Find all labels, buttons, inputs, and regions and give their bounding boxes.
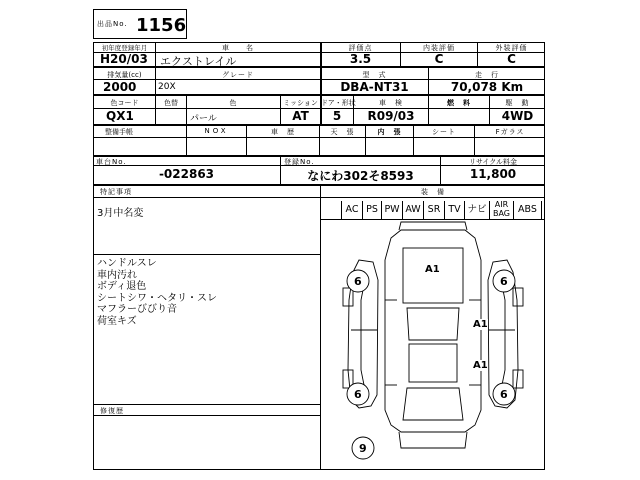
remark-line: 荷室キズ xyxy=(97,315,137,327)
remark-line: シートシワ・ヘタリ・スレ xyxy=(97,292,217,304)
color-type-label: 色替 xyxy=(164,99,178,107)
equip-aw: AW xyxy=(403,201,424,219)
equip-pw: PW xyxy=(382,201,403,219)
drive-value: 4WD xyxy=(501,109,534,123)
equip-ac: AC xyxy=(341,201,363,219)
interior-trim-label: 内 張 xyxy=(377,128,402,136)
exterior-grade-label: 外装評価 xyxy=(495,44,528,52)
color-value: パール xyxy=(190,114,217,124)
car-condition-diagram xyxy=(321,220,545,470)
equip-navi: ナビ xyxy=(465,201,490,219)
sunroof-label: 天 張 xyxy=(330,128,355,136)
seat-label: シート xyxy=(432,128,456,136)
mark-right-side-lower: A1 xyxy=(473,360,488,371)
chassis-value: -022863 xyxy=(158,167,215,181)
interior-grade-label: 内装評価 xyxy=(423,44,455,52)
equip-tv: TV xyxy=(445,201,465,219)
mileage-label: 走 行 xyxy=(475,71,499,79)
grade-value: 20X xyxy=(158,82,176,92)
reg-year-label: 初年度登録年月 xyxy=(101,44,148,52)
color-label: 色 xyxy=(229,99,238,107)
plate-value: なにわ302そ8593 xyxy=(307,169,414,183)
equipment-label: 装 備 xyxy=(421,188,445,196)
transmission-value: AT xyxy=(292,109,309,123)
mark-rear: 9 xyxy=(359,442,367,455)
repair-history-label: 修復歴 xyxy=(100,407,124,415)
manual-label: 整備手帳 xyxy=(105,128,133,136)
lot-number-label: 出品No. xyxy=(97,20,128,28)
exterior-grade-value: C xyxy=(507,52,516,66)
equip-abs: ABS xyxy=(514,201,542,219)
score-value: 3.5 xyxy=(349,52,372,66)
remark-line: マフラーびびり音 xyxy=(97,304,177,315)
model-value: DBA-NT31 xyxy=(340,80,409,94)
mark-right-side-upper: A1 xyxy=(473,319,488,330)
mark-roof: A1 xyxy=(425,264,440,275)
remark-line: 車内汚れ xyxy=(97,269,137,281)
plate-label: 登録No. xyxy=(284,158,315,166)
doors-label: ドア・形状 xyxy=(321,99,356,107)
doors-value: 5 xyxy=(332,109,342,123)
equip-ps: PS xyxy=(363,201,382,219)
car-name-value: エクストレイル xyxy=(160,55,237,68)
remark-line: ボディ退色 xyxy=(97,281,147,292)
top-view xyxy=(385,230,481,432)
remarks-notes xyxy=(97,258,317,327)
nox-label: NOX xyxy=(204,127,229,135)
equip-sr: SR xyxy=(424,201,445,219)
recycle-value: 11,800 xyxy=(469,167,517,181)
model-label: 型 式 xyxy=(362,71,387,79)
fuel-label: 燃 料 xyxy=(447,99,471,107)
mark-right-rear: 6 xyxy=(500,388,508,401)
mark-left-front: 6 xyxy=(354,275,362,288)
displacement-label: 排気量(cc) xyxy=(107,71,142,79)
score-label: 評価点 xyxy=(348,44,373,52)
interior-grade-value: C xyxy=(434,52,444,66)
mark-left-rear: 6 xyxy=(354,388,362,401)
history-label: 車 歴 xyxy=(271,128,295,136)
rear-bumper xyxy=(399,432,467,448)
displacement-value: 2000 xyxy=(103,80,137,94)
grade-label: グレード xyxy=(222,71,254,79)
drive-label: 駆 動 xyxy=(505,99,530,107)
mark-right-front: 6 xyxy=(500,275,508,288)
inspection-label: 車 検 xyxy=(379,99,403,107)
reg-year-value: H20/03 xyxy=(100,52,148,66)
car-name-label: 車 名 xyxy=(222,44,254,52)
equip-airbag: AIR BAG xyxy=(490,201,514,219)
recycle-label: リサイクル料金 xyxy=(468,158,518,166)
inspection-value: R09/03 xyxy=(367,109,415,123)
f-glass-label: Fガラス xyxy=(495,128,525,136)
color-code-label: 色コード xyxy=(110,99,139,107)
remark-line: ハンドルスレ xyxy=(97,258,157,269)
remarks-top-note: 3月中名変 xyxy=(97,208,144,219)
front-bumper xyxy=(399,222,467,230)
remarks-label: 特記事項 xyxy=(100,188,132,196)
color-code-value: QX1 xyxy=(106,109,134,123)
chassis-label: 車台No. xyxy=(96,158,127,166)
lot-number-box xyxy=(93,9,187,39)
mileage-value: 70,078 Km xyxy=(450,80,524,94)
lot-number-value: 1156 xyxy=(136,15,187,36)
transmission-label: ミッション xyxy=(283,99,318,107)
